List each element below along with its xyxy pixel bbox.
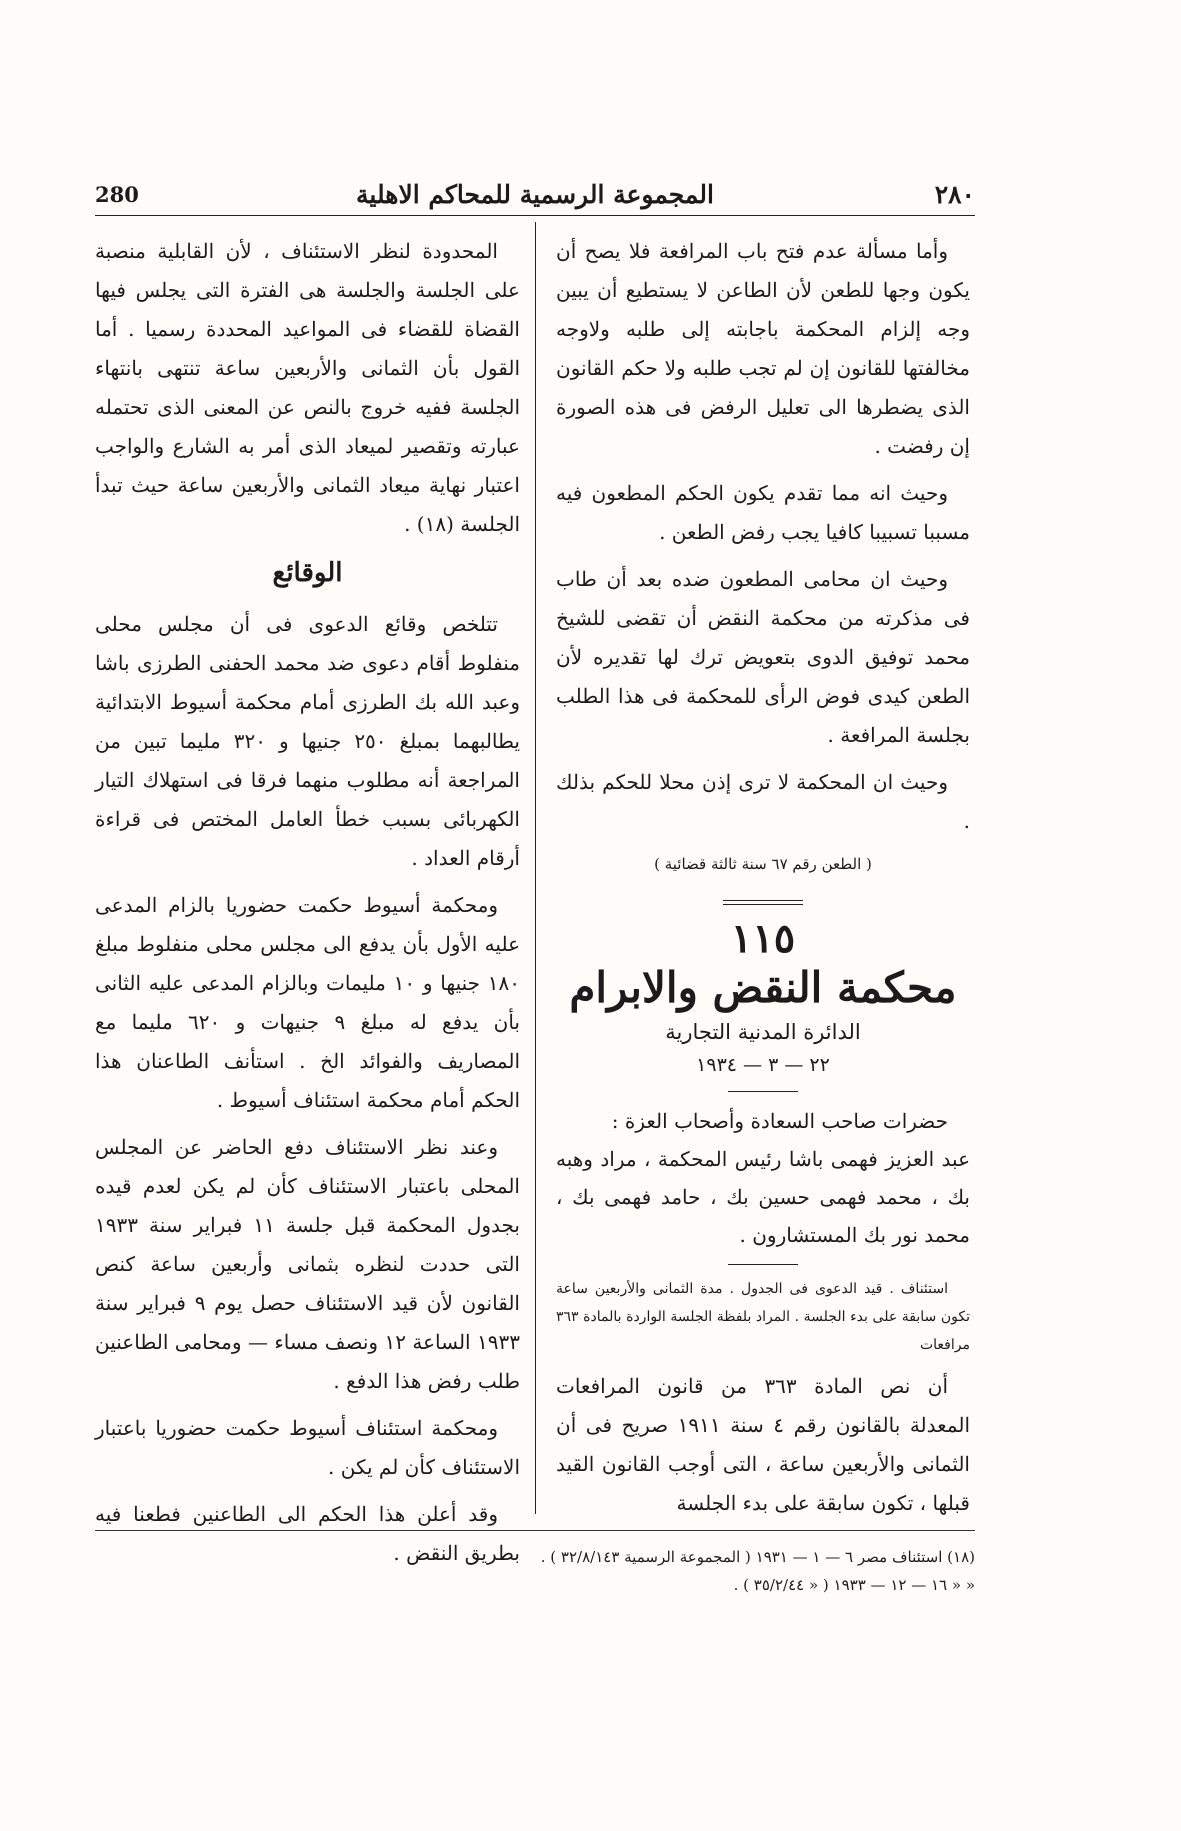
judges-names: عبد العزيز فهمى باشا رئيس المحكمة ، مراد وهبه بك ، محمد فهمى حسين بك ، حامد فهمى بك ، محمد نور بك المستشارون . [556, 1147, 970, 1247]
left-column [95, 232, 520, 1581]
column-separator [535, 222, 536, 1514]
paragraph: وأما مسألة عدم فتح باب المرافعة فلا يصح أن يكون وجها للطعن لأن الطاعن لا يستطيع أن يبين وجه إلزام المحكمة باجابته إلى طلبه ولاوجه مخالفتها للقانون إن لم تجب طلبه ولا حكم القانون الذى يضطرها الى تعليل الرفض فى هذه الصورة إن رفضت . [556, 239, 970, 458]
paragraph: وحيث ان محامى المطعون ضده بعد أن طاب فى مذكرته من محكمة النقض أن تقضى للشيخ محمد توفيق الدوى بتعويض ترك لها تقديره لأن الطعن كيدى فوض الرأى للمحكمة فى هذا الطلب بجلسة المرافعة . [556, 567, 970, 747]
page-number-arabic: ٢٨٠ [934, 180, 975, 209]
footnote-rule [95, 1530, 975, 1531]
paragraph: وعند نظر الاستئناف دفع الحاضر عن المجلس المحلى باعتبار الاستئناف كأن لم يكن لعدم قيده بجدول المحكمة قبل جلسة ١١ فبراير سنة ١٩٣٣ التى حددت لنظره بثمانى وأربعين ساعة كنص القانون لأن قيد الاستئناف حصل يوم ٩ فبراير سنة ١٩٣٣ الساعة ١٢ ونصف مساء — ومحامى الطاعنين طلب رفض هذا الدفع . [95, 1135, 520, 1393]
publication-title: المجموعة الرسمية للمحاكم الاهلية [356, 180, 714, 209]
legal-principle: أن نص المادة ٣٦٣ من قانون المرافعات المعدلة بالقانون رقم ٤ سنة ١٩١١ صريح فى أن الثمانى والأربعين ساعة ، التى أوجب القانون القيد قبلها ، تكون سابقة على بدء الجلسة [556, 1374, 971, 1515]
case-citation: ( الطعن رقم ٦٧ سنة ثالثة قضائية ) [654, 855, 872, 873]
court-name: محكمة النقض والابرام [569, 963, 957, 1012]
page-header [95, 176, 975, 216]
judges-block [556, 1102, 970, 1254]
paragraph: ومحكمة أسيوط حكمت حضوريا بالزام المدعى عليه الأول بأن يدفع الى مجلس محلى منفلوط مبلغ ١٨٠ جنيها و ١٠ مليمات وبالزام المدعى عليه الثانى بأن يدفع له مبلغ ٩ جنيهات و ٦٢٠ مليما مع المصاريف والفوائد الخ . استأنف الطاعنان هذا الحكم أمام محكمة استئناف أسيوط . [95, 893, 520, 1112]
header-rule [95, 215, 975, 216]
paragraph: وحيث انه مما تقدم يكون الحكم المطعون فيه مسببا تسبيبا كافيا يجب رفض الطعن . [556, 481, 970, 544]
paragraph: وحيث ان المحكمة لا ترى إذن محلا للحكم بذلك . [556, 770, 970, 833]
footnote: (١٨) استئناف مصر ٦ — ١ — ١٩٣١ ( المجموعة الرسمية ٣٢/٨/١٤٣ ) . [540, 1548, 975, 1566]
paragraph: تتلخص وقائع الدعوى فى أن مجلس محلى منفلوط أقام دعوى ضد محمد الحفنى الطرزى باشا وعبد الله بك الطرزى أمام محكمة أسيوط الابتدائية يطالبهما بمبلغ ٢٥٠ جنيها و ٣٢٠ مليما تبين من المراجعة أنه مطلوب منهما فرقا فى استهلاك التيار الكهربائى بسبب خطأ العامل المختص فى قراءة أرقام العداد . [95, 612, 520, 870]
judges-heading: حضرات صاحب السعادة وأصحاب العزة : [611, 1109, 948, 1133]
section-heading-facts: الوقائع [272, 558, 343, 588]
paragraph: وقد أعلن هذا الحكم الى الطاعنين فطعنا فيه بطريق النقض . [95, 1502, 520, 1565]
case-number: ١١٥ [730, 915, 796, 962]
circuit: الدائرة المدنية التجارية [665, 1020, 861, 1044]
short-rule [728, 1091, 798, 1092]
paragraph: ومحكمة استئناف أسيوط حكمت حضوريا باعتبار الاستئناف كأن لم يكن . [95, 1416, 520, 1479]
right-column [556, 232, 970, 1531]
page-number-latin: 280 [95, 182, 139, 207]
judgment-date: ٢٢ — ٣ — ١٩٣٤ [696, 1054, 830, 1076]
abstract-keywords: استئناف . قيد الدعوى فى الجدول . مدة الثمانى والأربعين ساعة تكون سابقة على بدء الجلسة . المراد بلفظة الجلسة الواردة بالمادة ٣٦٣ مرافعات [556, 1281, 970, 1353]
double-rule-divider [723, 900, 803, 905]
footnote: « « ١٦ — ١٢ — ١٩٣٣ ( « ٣٥/٢/٤٤ ) . [733, 1576, 975, 1594]
short-rule [728, 1264, 798, 1265]
paragraph: المحدودة لنظر الاستئناف ، لأن القابلية منصبة على الجلسة والجلسة هى الفترة التى يجلس فيها القضاة للقضاء فى المواعيد المحددة رسميا . أما القول بأن الثمانى والأربعين ساعة تنتهى بانتهاء الجلسة ففيه خروج بالنص عن المعنى الذى تحتمله عبارته وتقصير لميعاد الذى أمر به الشارع والواجب اعتبار نهاية ميعاد الثمانى والأربعين ساعة حيث تبدأ الجلسة (١٨) . [95, 239, 520, 536]
